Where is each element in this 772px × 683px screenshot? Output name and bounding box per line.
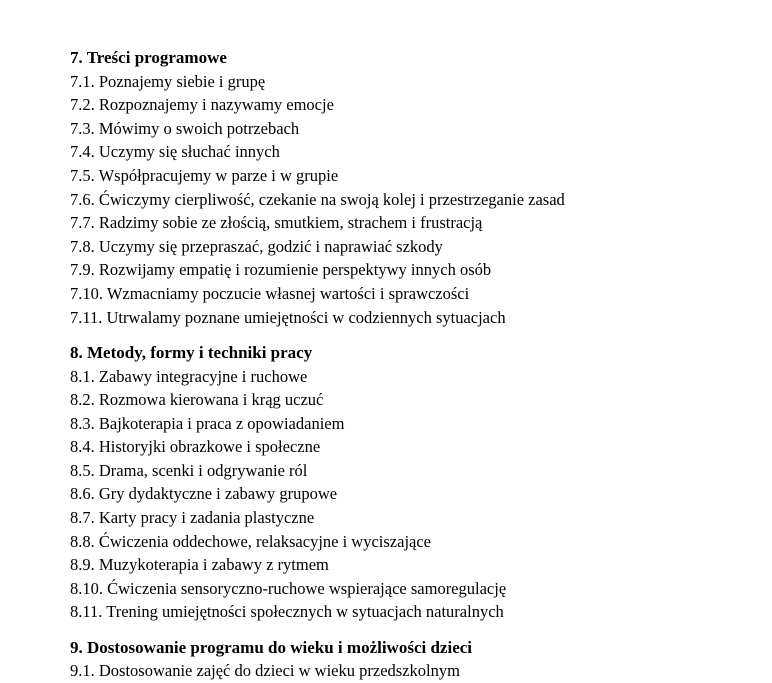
list-item: 7.9. Rozwijamy empatię i rozumienie perspektywy innych osób <box>70 260 492 280</box>
list-item: 8.7. Karty pracy i zadania plastyczne <box>70 508 315 528</box>
list-item: 7.10. Wzmacniamy poczucie własnej wartości i sprawczości <box>70 283 470 303</box>
list-item: 8.4. Historyjki obrazkowe i społeczne <box>70 437 321 457</box>
list-item: 8.6. Gry dydaktyczne i zabawy grupowe <box>70 484 338 504</box>
list-item: 8.9. Muzykoterapia i zabawy z rytmem <box>70 555 329 575</box>
list-item: 8.11. Trening umiejętności społecznych w sytuacjach naturalnych <box>70 602 504 622</box>
list-item: 8.8. Ćwiczenia oddechowe, relaksacyjne i wyciszające <box>70 531 432 551</box>
list-item: 7.3. Mówimy o swoich potrzebach <box>70 118 300 138</box>
list-item: 8.3. Bajkoterapia i praca z opowiadaniem <box>70 413 345 433</box>
list-item: 7.5. Współpracujemy w parze i w grupie <box>70 165 339 185</box>
list-item: 8.1. Zabawy integracyjne i ruchowe <box>70 366 308 386</box>
list-item: 9.1. Dostosowanie zajęć do dzieci w wieku przedszkolnym <box>70 661 460 681</box>
list-item: 7.2. Rozpoznajemy i nazywamy emocje <box>70 95 334 115</box>
list-item: 7.7. Radzimy sobie ze złością, smutkiem, strachem i frustracją <box>70 213 483 233</box>
list-item: 7.6. Ćwiczymy cierpliwość, czekanie na swoją kolej i przestrzeganie zasad <box>70 189 565 209</box>
list-item: 8.2. Rozmowa kierowana i krąg uczuć <box>70 390 324 410</box>
section-dostosowanie-programu <box>70 636 750 683</box>
section-metody-formy-techniki <box>70 341 750 624</box>
list-item: 7.8. Uczymy się przepraszać, godzić i naprawiać szkody <box>70 236 443 256</box>
list-item: 7.4. Uczymy się słuchać innych <box>70 142 280 162</box>
list-item: 8.10. Ćwiczenia sensoryczno-ruchowe wspierające samoregulację <box>70 578 507 598</box>
list-item: 8.5. Drama, scenki i odgrywanie ról <box>70 460 308 480</box>
list-item: 7.1. Poznajemy siebie i grupę <box>70 71 266 91</box>
section-heading: 8. Metody, formy i techniki pracy <box>70 342 313 362</box>
section-heading: 9. Dostosowanie programu do wieku i możliwości dzieci <box>70 637 473 657</box>
document-page <box>70 46 750 683</box>
list-item: 7.11. Utrwalamy poznane umiejętności w codziennych sytuacjach <box>70 307 506 327</box>
section-tresci-programowe <box>70 46 750 329</box>
section-heading: 7. Treści programowe <box>70 48 227 67</box>
